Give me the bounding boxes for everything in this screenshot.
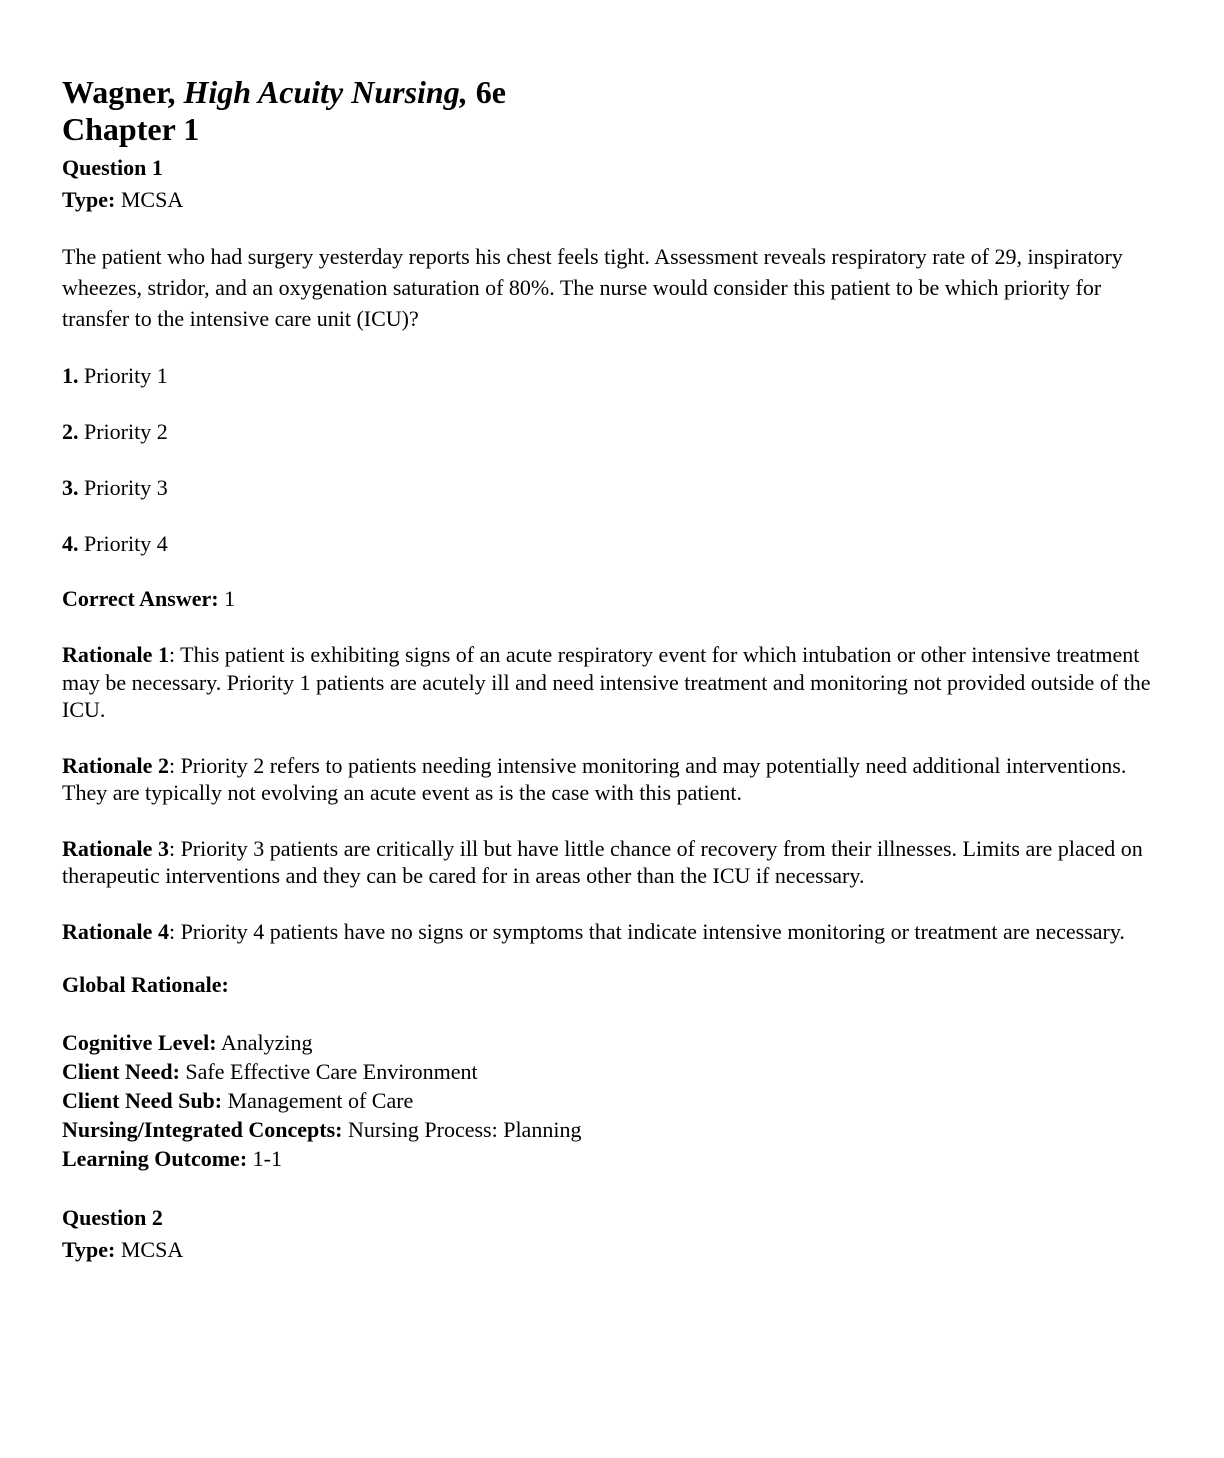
book-title: High Acuity Nursing, bbox=[183, 74, 468, 110]
meta-value: Nursing Process: Planning bbox=[348, 1117, 582, 1142]
meta-cognitive-level bbox=[62, 1028, 1152, 1057]
option-number: 2. bbox=[62, 419, 79, 444]
option-text: Priority 2 bbox=[84, 419, 168, 444]
meta-label: Client Need: bbox=[62, 1059, 180, 1084]
question-metadata bbox=[62, 1028, 1152, 1173]
rationale-2 bbox=[62, 752, 1152, 807]
correct-answer-label: Correct Answer: bbox=[62, 586, 219, 611]
option-number: 1. bbox=[62, 363, 79, 388]
type-value: MCSA bbox=[120, 1237, 184, 1262]
meta-label: Cognitive Level: bbox=[62, 1030, 217, 1055]
answer-option-3 bbox=[62, 474, 1152, 502]
rationale-text: : Priority 2 refers to patients needing intensive monitoring and may potentially need additional interventions. They are typically not evolving an acute event as is the case with this patient. bbox=[62, 752, 1127, 805]
rationale-label: Rationale 2 bbox=[62, 752, 169, 778]
type-value: MCSA bbox=[120, 187, 184, 212]
type-label: Type: bbox=[62, 1237, 116, 1262]
rationale-3 bbox=[62, 835, 1152, 890]
document-page bbox=[62, 74, 1152, 1266]
question-2-type bbox=[62, 1234, 1152, 1266]
chapter-heading: Chapter 1 bbox=[62, 111, 200, 147]
option-text: Priority 4 bbox=[84, 531, 168, 556]
meta-label: Client Need Sub: bbox=[62, 1088, 223, 1113]
rationale-text: : Priority 4 patients have no signs or symptoms that indicate intensive monitoring or treatment are necessary. bbox=[168, 918, 1125, 944]
type-label: Type: bbox=[62, 187, 116, 212]
global-rationale-label: Global Rationale: bbox=[62, 972, 229, 997]
answer-option-1 bbox=[62, 362, 1152, 390]
question-2-heading bbox=[62, 1202, 1152, 1234]
meta-value: Analyzing bbox=[220, 1030, 313, 1055]
correct-answer-value: 1 bbox=[224, 586, 236, 611]
rationale-1 bbox=[62, 641, 1152, 724]
option-number: 4. bbox=[62, 531, 79, 556]
meta-learning-outcome bbox=[62, 1144, 1152, 1173]
meta-client-need bbox=[62, 1057, 1152, 1086]
question-1-type bbox=[62, 184, 1152, 216]
option-text: Priority 3 bbox=[84, 475, 168, 500]
meta-client-need-sub bbox=[62, 1086, 1152, 1115]
answer-option-4 bbox=[62, 530, 1152, 558]
document-title bbox=[62, 74, 1152, 111]
rationale-label: Rationale 3 bbox=[62, 835, 169, 861]
meta-value: Safe Effective Care Environment bbox=[185, 1059, 478, 1084]
rationale-4 bbox=[62, 918, 1152, 946]
meta-value: Management of Care bbox=[227, 1088, 414, 1113]
correct-answer bbox=[62, 585, 1152, 613]
rationale-text: : Priority 3 patients are critically ill but have little chance of recovery from their illnesses. Limits are placed on therapeutic interventions and they can be cared for in areas other than the ICU if necessary. bbox=[62, 835, 1143, 888]
question-1-heading bbox=[62, 152, 1152, 184]
rationale-label: Rationale 4 bbox=[62, 918, 169, 944]
meta-value: 1-1 bbox=[252, 1146, 282, 1171]
question-number: Question 1 bbox=[62, 155, 163, 180]
option-text: Priority 1 bbox=[84, 363, 168, 388]
option-number: 3. bbox=[62, 475, 79, 500]
meta-label: Nursing/Integrated Concepts: bbox=[62, 1117, 343, 1142]
question-number: Question 2 bbox=[62, 1205, 163, 1230]
question-2-block bbox=[62, 1202, 1152, 1266]
answer-option-2 bbox=[62, 418, 1152, 446]
rationale-text: : This patient is exhibiting signs of an acute respiratory event for which intubation or other intensive treatment may be necessary. Priority 1 patients are acutely ill and need intensive treatment and monitoring not provided outside of the ICU. bbox=[62, 642, 1151, 722]
author-name: Wagner, bbox=[62, 74, 176, 110]
meta-nursing-concepts bbox=[62, 1115, 1152, 1144]
question-stem: The patient who had surgery yesterday reports his chest feels tight. Assessment reveals respiratory rate of 29, inspiratory wheezes, stridor, and an oxygenation saturation of 80%. The nurse would consider this patient to be which priority for transfer to the intensive care unit (ICU)? bbox=[62, 244, 1123, 331]
edition: 6e bbox=[475, 74, 506, 110]
rationale-label: Rationale 1 bbox=[62, 642, 169, 667]
meta-label: Learning Outcome: bbox=[62, 1146, 248, 1171]
